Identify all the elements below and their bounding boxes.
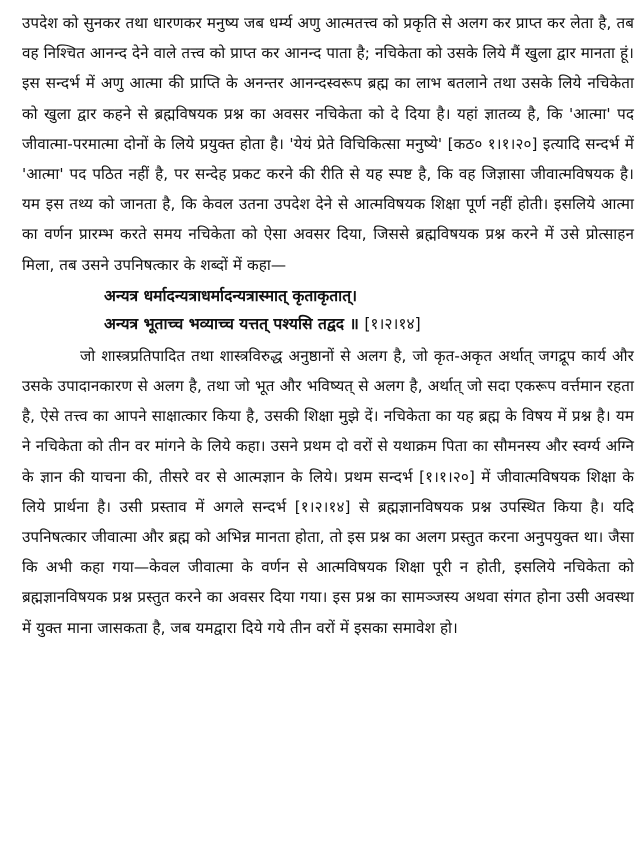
verse-line-1: अन्यत्र धर्मादन्यत्राधर्मादन्यत्रास्मात् कृताकृतात्।	[104, 286, 357, 305]
verse-reference: [१।२।१४]	[364, 314, 421, 333]
paragraph-2: जो शास्त्रप्रतिपादित तथा शास्त्रविरुद्ध अनुष्ठानों से अलग है, जो कृत-अकृत अर्थात् जगद्रूप कार्य और उसके उपादानकारण से अलग है, तथा जो भूत और भविष्यत् से अलग है, अर्थात् जो सदा एकरूप वर्त्तमान रहता है, ऐसे तत्त्व का आपने साक्षात्कार किया है, उसकी शिक्षा मुझे दें। नचिकेता का यह ब्रह्म के विषय में प्रश्न है। यम ने नचिकेता को तीन वर मांगने के लिये कहा। उसने प्रथम दो वरों से यथाक्रम पिता का सौमनस्य और स्वर्ग्य अग्नि के ज्ञान की याचना की, तीसरे वर से आत्मज्ञान के लिये। प्रथम सन्दर्भ [१।१।२०] में जीवात्मविषयक शिक्षा के लिये प्रार्थना है। उसी प्रस्ताव में अगले सन्दर्भ [१।२।१४] से ब्रह्मज्ञानविषयक प्रश्न उपस्थित किया है। यदि उपनिषत्कार जीवात्मा और ब्रह्म को अभिन्न मानता होता, तो इस प्रश्न का अलग प्रस्तुत करना अनुपयुक्त था। जैसा कि अभी कहा गया—केवल जीवात्मा के वर्णन से आत्मविषयक शिक्षा पूरी न होती, इसलिये नचिकेता को ब्रह्मज्ञानविषयक प्रश्न प्रस्तुत करने का अवसर दिया गया। इस प्रश्न का सामञ्जस्य अथवा संगत होना उसी अवस्था में युक्त माना जासकता है, जब यमद्वारा दिये गये तीन वरों में इसका समावेश हो।	[22, 346, 634, 637]
verse-line-2-wrapper	[22, 310, 634, 338]
paragraph-1: उपदेश को सुनकर तथा धारणकर मनुष्य जब धर्म्य अणु आत्मतत्त्व को प्रकृति से अलग कर प्राप्त कर लेता है, तब वह निश्चित आनन्द देने वाले तत्त्व को प्राप्त कर आनन्द पाता है; नचिकेता को उसके लिये मैं खुला द्वार मानता हूं। इस सन्दर्भ में अणु आत्मा की प्राप्ति के अनन्तर आनन्दस्वरूप ब्रह्म का लाभ बतलाने तथा उसके लिये नचिकेता को खुला द्वार कहने से ब्रह्मविषयक प्रश्न का अवसर नचिकेता को दे दिया है। यहां ज्ञातव्य है, कि 'आत्मा' पद जीवात्मा-परमात्मा दोनों के लिये प्रयुक्त होता है। 'येयं प्रेते विचिकित्सा मनुष्ये' [कठ० १।१।२०] इत्यादि सन्दर्भ में 'आत्मा' पद पठित नहीं है, पर सन्देह प्रकट करने की रीति से यह स्पष्ट है, कि वह जिज्ञासा जीवात्मविषयक है। यम इस तथ्य को जानता है, कि केवल उतना उपदेश देने से आत्मविषयक शिक्षा पूर्ण नहीं होती। इसलिये आत्मा का वर्णन प्रारम्भ करते समय नचिकेता को ऐसा अवसर दिया, जिससे ब्रह्मविषयक प्रश्न करने में उसे प्रोत्साहन मिला, तब उसने उपनिषत्कार के शब्दों में कहा—	[22, 14, 634, 274]
verse-block	[22, 282, 634, 338]
verse-line-2: अन्यत्र भूताच्च भव्याच्च यत्तत् पश्यसि तद्वद ॥	[104, 314, 359, 333]
